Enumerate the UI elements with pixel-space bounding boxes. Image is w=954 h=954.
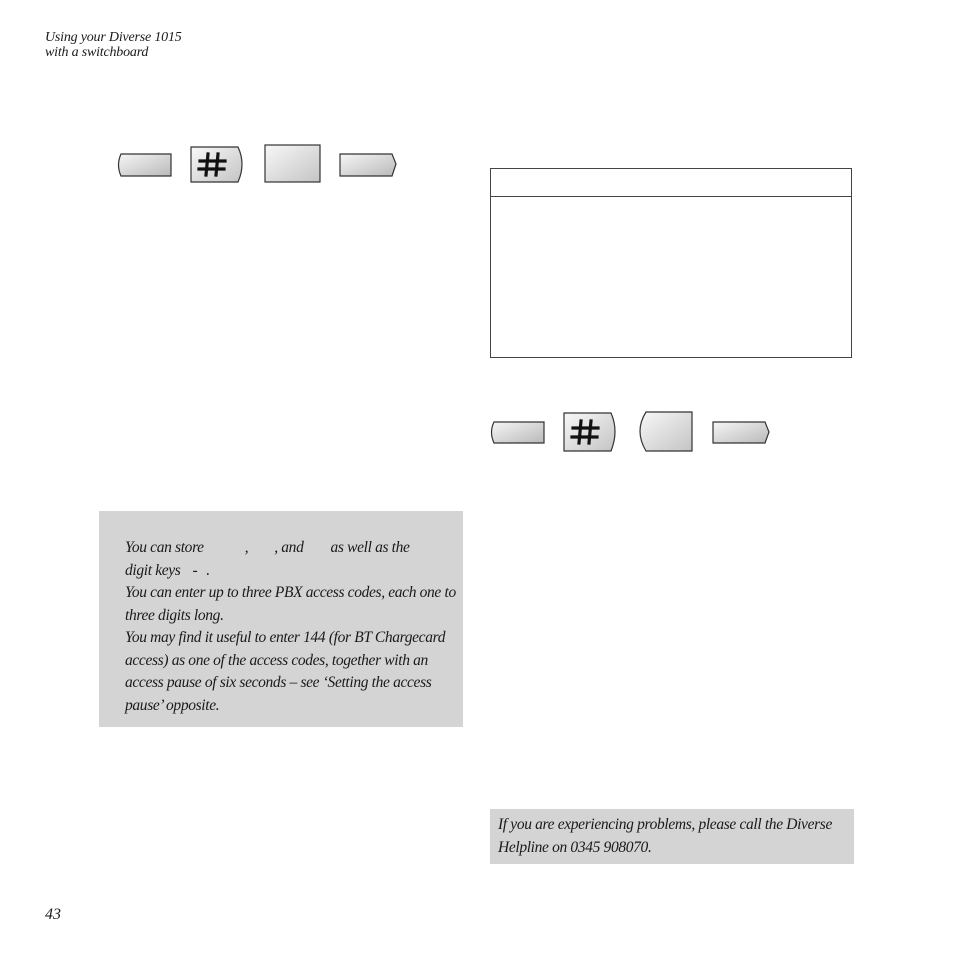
running-header-line-1: Using your Diverse 1015 [45, 30, 182, 45]
page-number: 43 [45, 906, 61, 923]
info-table [490, 168, 852, 358]
blank-key-icon [492, 422, 545, 443]
note-paragraph-1 [125, 537, 457, 582]
hash-key-icon [191, 147, 242, 182]
blank-square-key-icon [265, 145, 320, 182]
helpline-panel [490, 809, 854, 864]
info-table-header-row [491, 169, 851, 197]
note-text: , and [274, 539, 304, 556]
key-sequence-1 [116, 144, 416, 188]
blank-round-key-icon [640, 412, 692, 451]
running-header [45, 30, 182, 60]
key-sequence-2 [489, 411, 789, 455]
hash-key-icon [564, 413, 615, 451]
note-text: , [244, 539, 249, 556]
helpline-text: If you are experiencing problems, please call the Diverse Helpline on 0345 908070. [498, 816, 832, 856]
note-text: You can store [125, 539, 204, 556]
note-paragraph-3: You may find it useful to enter 144 (for BT Chargecard access) as one of the access codes, together with an access pause of six seconds – see ‘Setting the access pause’ opposite. [125, 629, 446, 714]
note-panel [99, 511, 463, 727]
blank-key-icon [119, 154, 172, 176]
pointer-key-icon [340, 154, 396, 176]
note-paragraph-2: You can enter up to three PBX access codes, each one to three digits long. [125, 584, 456, 624]
running-header-line-2: with a switchboard [45, 45, 149, 60]
pointer-key-icon [713, 422, 769, 443]
note-text: as well as the [330, 539, 410, 556]
note-text: digit keys [125, 561, 181, 579]
note-text: - [192, 561, 198, 579]
note-text: . [206, 561, 210, 579]
